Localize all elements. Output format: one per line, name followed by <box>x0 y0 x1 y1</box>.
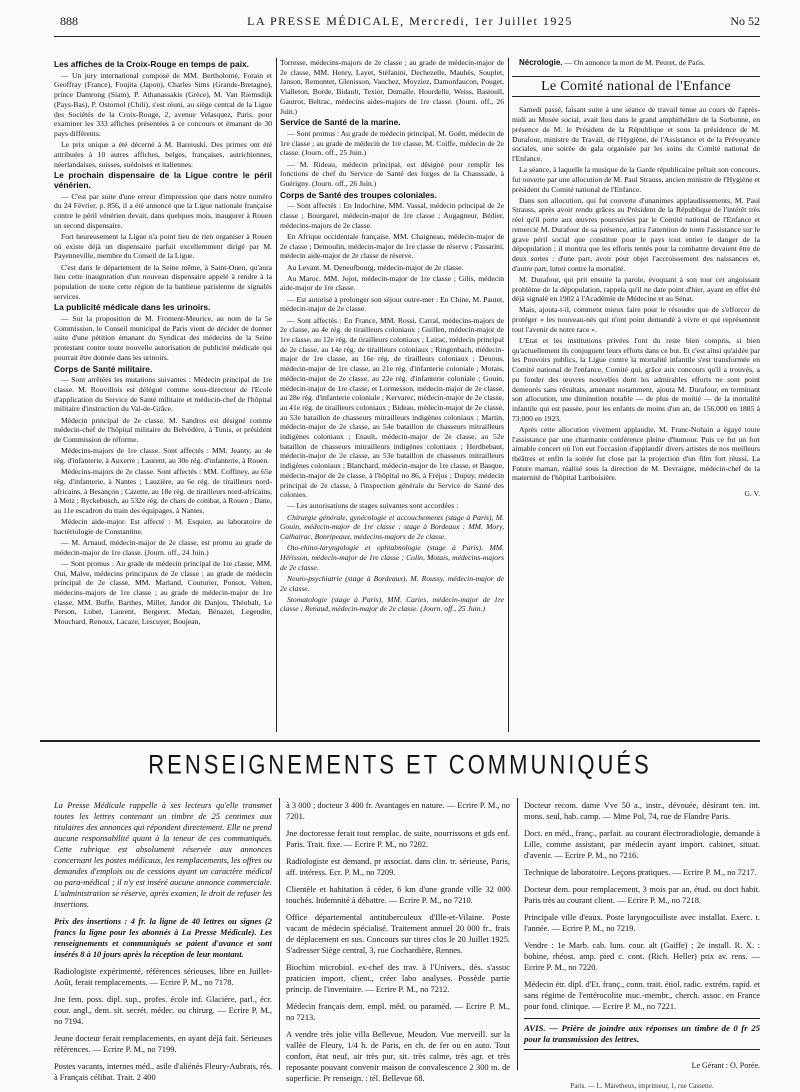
paragraph: — Sont affectés : En Indochine, MM. Vassal, médecin principal de 2e classe ; Bourgarel, médecin-major de 1re classe ; Augagneur, Bédier, médecins-majors de 2e classe. <box>280 201 504 230</box>
necrology-label: Nécrologie. <box>519 58 563 67</box>
classified-ad: Jeune docteur ferait remplacements, en ayant déjà fait. Sérieuses références. — Ecrire P. M., no 7199. <box>54 1034 272 1054</box>
paragraph: — Sont arrêtées les mutations suivantes : Médecin principal de 1re classe. M. Rouvillois est délégué comme sous-directeur de l'Ecole d'application du Service de Santé militaire et médecin-chef de l'hôpital militaire d'instruction du Val-de-Grâce. <box>54 375 272 414</box>
section-heading: Corps de Santé des troupes coloniales. <box>280 189 437 200</box>
paragraph: En Afrique occidentale française. MM. Chaigneau, médecin-major de 2e classe ; Demoulin, médecin-major de 1re classe de réserve ; Passarini, médecin aide-major de 2e classe de réserve. <box>280 231 504 261</box>
section-rule-top <box>40 740 760 742</box>
journal-header-title: LA PRESSE MÉDICALE, Mercredi, 1er Juillet 1925 <box>247 14 573 28</box>
paragraph: Le prix unique a été décerné à M. Bareiuski. Des primes ont été attribuées à 10 autres affiches, belges, françaises, autrichiennes, néerlandaises, suisses, suédoises et italiennes. <box>54 140 272 169</box>
classified-ad: Jne fem. poss. dipl. sup., profes. école inf. Glacière, parl., écr. cour. angl., dem. sit. secrét. médec. ou chirurg. — Ecrire P. M., no 7194. <box>54 995 272 1026</box>
paragraph: — Sont promus : Au grade de médecin principal de 1re classe, MM. Oui, Malve, médecins principaux de 2e classe ; au grade de médecin principal de 2e classe, MM. Marland, Couturier, Ponsot, Velten, médecins-majors de 1re classe ; au grade de médecin-major de 1re classe, MM. Buffe, Barthes, Millet, Jandot dit Danjou, Théobalt, Le Person, Lubet, Laurent, Bergeret, Medan, Bénazet, Legendre, Mouchard, Renoux, Lacaze, Lescuyer, Boujean, <box>54 558 272 627</box>
paragraph: — C'est par suite d'une erreur d'impression que dans notre numéro du 24 Février, p. 856, il a été annoncé que la Ligue nationale française contre le péril vénérien devait, dans quelques mois, inaugurer à Rouen un second dispensaire. <box>54 191 272 230</box>
classified-ad: Doct. en méd., franç., parfait. au courant électroradiologie, demande à Lille, comme assistant, par médecin ayant import. cabinet, situat. d'avenir. — Ecrire P. M., no 7216. <box>524 829 760 860</box>
classifieds-column-1 <box>54 800 272 1082</box>
paragraph: — Est autorisé à prolonger son séjour outre-mer : En Chine, M. Pautet, médecin-major de 2e classe. <box>280 294 504 314</box>
paragraph: M. Durafour, qui prit ensuite la parole, évoquant à son tour cet angoissant problème de la dépopulation, rappela qu'il ne date point d'hier, ayant en effet été déjà signalé en 1902 à l'Académie de Médecine et au Sénat. <box>512 274 760 304</box>
paragraph: Oto-rhino-laryngologie et ophtalmologie (stage à Paris), MM. Hérisson, médecin-major de 1re classe ; Colin, Motais, médecins-majors de 2e classe. <box>280 543 504 572</box>
classifieds-intro: La Presse Médicale rappelle à ses lecteurs qu'elle transmet toutes les lettres contenant un timbre de 25 centimes aux titulaires des annonces qui répondent directement. Elle ne prend aucune responsabilité quant à la teneur de ces communiqués. Cette rubrique est absolument réservée aux annonces concernant les postes médicaux, les remplacements, les offres ou demandes d'emplois ou de cessions ayant un caractère médical ou para-médical ; il n'y est inséré aucune annonce commerciale. L'administration se réserve, après examen, le droit de refuser les insertions. <box>54 801 272 909</box>
section-title: RENSEIGNEMENTS ET COMMUNIQUÉS <box>148 749 652 780</box>
column-divider-1 <box>276 58 277 732</box>
paragraph: — M. Rideau, médecin principal, est désigné pour remplir les fonctions de chef du Service de Santé des forges de la Chaussade, à Guérigny. (Journ. off., 26 Juin.) <box>280 159 504 188</box>
classified-ad: Radiologiste expérimenté, références sérieuses, libre en Juillet-Août, ferait remplacements. — Ecrire P. M., no 7178. <box>54 967 272 987</box>
classified-ad: Clientèle et habitation à céder, 6 km d'une grande ville 32 000 touchés. Indemnité à débattre. — Ecrire P. M., no 7210. <box>286 885 510 905</box>
classified-ad: Jne doctoresse ferait tout remplac. de suite, nourrissons et gds enf. Paris. Trait. fixe. — Ecrire P. M., no 7202. <box>286 829 510 849</box>
notice-box: AVIS. — Prière de joindre aux réponses un timbre de 0 fr 25 pour la transmission des lettres. <box>524 1018 760 1050</box>
section-heading: La publicité médicale dans les urinoirs. <box>54 302 211 313</box>
classified-ad: A vendre très jolie villa Bellevue, Meudon. Vue merveill. sur la vallée de Fleury, 1/4 h. de Paris, en ch. de fer ou en auto. Tout confort, état neuf, air très pur, sit. très calme, très agr. et très reposante pouvant convenir maison de convalescence 2 300 m. de superficie. Pr renseign. : tél. Bellevue 68. <box>286 1030 510 1083</box>
column-divider-3 <box>279 798 280 1070</box>
page-number: 888 <box>60 14 78 28</box>
paragraph: Mais, ajouta-t-il, comment mieux faire pour le résoudre que de s'efforcer de protéger « les nouveau-nés qui n'ont point demandé à vivre et qui représentent tout l'avenir de notre race ». <box>512 305 760 334</box>
necrology-note <box>512 58 760 68</box>
news-column-2 <box>280 58 504 732</box>
paragraph: — Un jury international composé de MM. Bertholomé, Forain et Geoffray (France), Foujita (Japon), Charles Sims (Grande-Bretagne), prince Damrong (Siam), P. Athanassakis (Grèce), M. Van Riemsdijk (Pays-Bas), P. Ostornol (Chili), s'est réuni, au siège central de la Ligue des Sociétés de la Croix-Rouge, 2, avenue Velasquez, Paris, pour examiner les 333 affiches présentées à ce concours et émanant de 30 pays différents. <box>54 70 272 138</box>
classified-ad: Biochim microbiol. ex-chef des trav. à l'Univers., dés. s'assoc praticien import. client., créer labo analyses. Possède partie princip. de l'inventaire. — Ecrire P. M., no 7212. <box>286 963 510 994</box>
paragraph: L'Etat et les institutions privées l'ont du reste bien compris, si bien qu'actuellement ils conjuguent leurs efforts dans ce but. Et c'est ainsi qu'aidée par les Pouvoirs publics, la Ligue contre la mortalité infantile s'est transformée en Comité national de l'enfance, Comité qui, grâce aux concours qu'il a trouvés, a pu fonder des œuvres nouvelles dont les admirables efforts ne sont point demeurés sans résultats, amenant notamment, ajouta M. Durafour, en terminant son allocution, une diminution notable — de plus de moitié — de la mortalité infantile qui est passée, pour les enfants de moins d'un an, de 156.000 en 1885 à 73.000 en 1923. <box>512 336 760 423</box>
news-column-1 <box>54 58 272 732</box>
paragraph: Stomatologie (stage à Paris), MM. Caries, médecin-major de 1re classe ; Renaud, médecin-major de 2e classe. (Journ. off., 25 Juin.) <box>280 594 504 614</box>
paragraph: — Sont promus : Au grade de médecin principal, M. Goëtt, médecin de 1re classe ; au grade de médecin de 1re classe, M. Coiffe, médecin de 2e classe. (Journ. off., 25 Juin.) <box>280 128 505 158</box>
classified-ad: Docteur dem. pour remplacement, 3 mois par an, étud. ou doct habit. Paris très au courant client. — Ecrire P. M., no 7218. <box>524 885 760 905</box>
header-rule <box>54 36 760 37</box>
paragraph: — Sont affectés : En France, MM. Rossi, Carral, médecins-majors de 2e classe, au 4e rég. de tirailleurs coloniaux ; Guillen, médecin-major de 1re classe, au 12e rég. de tirailleurs coloniaux ; Lairac, médecin principal de 2e classe, au 14e rég. de tirailleurs coloniaux ; Ringenbach, médecin-major de 1re classe, au 16e rég. de tirailleurs coloniaux ; Deuous, médecin-major de 1re classe, au 21e rég. d'infanterie coloniale ; Motais, médecin-major de 2e classe, au 22e rég. d'infanterie coloniale ; Gouin, médecin-major de 1re classe, et Lormesson, médecin-major de 2e classe, au 28e rég. d'infanterie coloniale ; Kervarec, médecin-major de 2e classe, au 41e rég. de tirailleurs coloniaux ; Bideau, médecin-major de 2e classe, au 53e bataillon de chasseurs mitrailleurs indigènes coloniaux ; Martin, médecin-major de 2e classe, au 54e bataillon de chasseurs mitrailleurs indigènes coloniaux ; Enault, médecin-major de 2e classe, au 52e bataillon de chasseurs mitrailleurs indigènes coloniaux ; Herdhebaut, médecin-major de 2e classe, au 53e bataillon de chasseurs mitrailleurs indigènes coloniaux ; Blanchard, médecin-major de 1re classe, et Basque, médecin-major de 2e classe, à l'hôpital no 86, à Fréjus ; Dupuy, médecin principal de 2e classe, à l'inspection générale du Service de Santé des colonies. <box>280 315 504 500</box>
paragraph: Après cette allocution vivement applaudie, M. Franc-Nohain a égayé toute l'assistance par une charmante conférence pleine d'humour. Puis ce fut un fort aimable concert où l'on eut l'occasion d'applaudir divers artistes de nos meilleurs théâtres et enfin la soirée fut close par la projection d'un film fort réussi, La Future maman, réalisé sous la direction de M. Devraigne, médecin-chef de la maternité de l'hôpital Lariboisière. <box>512 424 760 483</box>
paragraph: — M. Arnaud, médecin-major de 2e classe, est promu au grade de médecin-major de 1re classe. (Journ. off., 24 Juin.) <box>54 538 272 557</box>
classified-ad: Radiologiste est demand. pr associat. dans clin. tr. sérieuse, Paris, aff. intéress. Ecr. P. M., no 7209. <box>286 857 510 877</box>
paragraph: Au Maroc. MM. Jojot, médecin-major de 1re classe ; Gilis, médecin aide-major de 1re classe. <box>280 273 504 293</box>
classified-ad: à 3 000 ; docteur 3 400 fr. Avantages en nature. — Ecrire P. M., no 7201. <box>286 801 510 821</box>
section-heading: Le prochain dispensaire de la Ligue contre le péril vénérien. <box>54 170 272 190</box>
paragraph: Médecin aide-major. Est affecté : M. Esquier, au laboratoire de bactériologie de Constantine. <box>54 517 272 536</box>
classified-ad: Médecin français dem. empl. méd. ou paraméd. — Ecrire P. M., no 7213. <box>286 1002 510 1022</box>
paragraph: Médecins-majors de 2e classe. Sont affectés : MM. Coffiney, au 65e rég. d'infanterie, à Nantes ; Lauzière, au 6e rég. de tirailleurs nord-africains, à Besançon ; Cazette, au 18e rég. de tirailleurs nord-africains, à Metz ; Ryckebusch, au 532e rég. de chars de combat, à Rouen ; Dane, au 11e escadron du train des équipages, à Nantes. <box>54 467 272 515</box>
classified-ad: Médecin étr. dipl. d'Et. franç., conn. trait. étiol. radic. extrém. rapid. et sans régime de l'entérocolite muc.-membr., cherch. assoc. en France pour fond. clinique. — Ecrire P. M., no 7221. <box>524 980 760 1011</box>
paragraph: — Sur la proposition de M. Froment-Meurice, au nom de la 5e Commission, le Conseil municipal de Paris vient de décider de donner suite d'une pétition émanant du Syndicat des médecins de la Seine protestant contre toute nouvelle autorisation de publicité médicale qui pourrait être donnée dans les urinoirs. <box>54 314 272 362</box>
issue-number: No 52 <box>730 14 760 28</box>
classifieds-pricing: Prix des insertions : 4 fr. la ligne de 40 lettres ou signes (2 francs la ligne pour les abonnés à La Presse Médicale). Les renseignements et communiqués se paient d'avance et sont insérés 8 à 10 jours après la réception de leur montant. <box>54 917 272 959</box>
classified-ad: Postes vacants, internes méd., asile d'aliénés Fleury-Aubrais, rés. à Français célibat. Trait. 2 400 <box>54 1062 272 1082</box>
paragraph: — Les autorisations de stages suivantes sont accordées : <box>287 501 459 511</box>
paragraph: Dans son allocution, qui fut couverte d'unanimes applaudissements, M. Paul Strauss, après avoir rendu grâces au Président de la République de l'intérêt très réel qu'il porte aux œuvres poursuivies par le Comité national de l'Enfance et remercié M. Durafour de sa présence, attira l'attention de toute l'assistance sur le grave péril social que constitue pour le pays tout entier le danger de la dépopulation ; il montra que les efforts tentés pour la combattre devaient être de deux sortes : d'une part, avoir pour objet l'accroissement des naissances et, d'autre part, lutter contre la mortalité. <box>512 195 760 273</box>
paragraph: C'est dans le département de la Seine même, à Saint-Ouen, qu'aura lieu cette inauguration d'un nouveau dispensaire appelé à rendre à la population de toute cette région de la banlieue parisienne de signalés services. <box>54 262 272 301</box>
printer-line: Paris. — L. Maretheux, imprimeur, 1, rue Cassette. <box>570 1082 714 1090</box>
classifieds-column-3 <box>524 800 760 1090</box>
column-divider-2 <box>508 58 509 732</box>
classifieds-column-2 <box>286 800 510 1083</box>
column-divider-4 <box>517 798 518 1070</box>
paragraph: La séance, à laquelle la musique de la Garde républicaine prêtait son concours, fut ouverte par une allocution de M. Paul Strauss, ancien ministre de l'Hygiène et président du Comité national de l'Enfance. <box>512 165 760 194</box>
classified-ad: Principale ville d'eaux. Poste laryngocuiliste avec installat. Exerc. t. l'année. — Ecrire P. M., no 7219. <box>524 913 760 933</box>
paragraph: Médecin principal de 2e classe. M. Sandros est désigné comme médecin-chef de l'hôpital militaire du Belvédère, à Tunis, et président de Commission de réforme. <box>54 415 272 445</box>
paragraph: Fort heureusement la Ligue n'a point lieu de rien organiser à Rouen où existe déjà un dispensaire parfait excellemment dirigé par M. Payenneville, membre du Conseil de la Ligue. <box>54 231 272 261</box>
section-heading: Service de Santé de la marine. <box>280 117 401 128</box>
article-title: Le Comité national de l'Enfance <box>512 76 760 98</box>
classified-ad: Office départemental antituberculeux d'Ille-et-Vilaine. Poste vacant de médecin spécialisé. Traitement annuel 20 000 fr., frais de déplacement en sus. Concours sur titres clos le 20 Juillet 1925. S'adresser Siège central, 3, rue Cochardière, Rennes. <box>286 913 510 955</box>
manager-line: Le Gérant : O. Porée. <box>691 1061 760 1070</box>
paragraph: Neuro-psychiatrie (stage à Bordeaux), M. Roussy, médecin-major de 2e classe. <box>280 573 504 593</box>
paragraph: Médecins-majors de 1re classe. Sont affectés : MM. Jeanty, au 4e rég. d'infanterie, à Auxerre ; Laurent, au 30e rég. d'infanterie, à Rouen. <box>54 446 272 465</box>
paragraph: Samedi passé, faisant suite à une séance de travail tenue au cours de l'après-midi au Musée social, avait lieu dans le grand amphithéâtre de la Sorbonne, en présence de M. le Président de la République et sous la présidence de M. Durafour, ministre du Travail, de l'Hygiène, de l'Assistance et de la Prévoyance sociales, une soirée de gala organisée par les soins du Comité national de l'Enfance. <box>512 105 760 163</box>
section-heading: Les affiches de la Croix-Rouge en temps de paix. <box>54 59 250 69</box>
necrology-text: — On annonce la mort de M. Peuret, de Paris. <box>564 58 705 67</box>
classified-ad: Docteur recom. dame Vve 50 a., instr., dévouée, désirant ten. int. mons. seul, hab. camp. — Mme Pol, 74, rue de Flandre Paris. <box>524 801 760 821</box>
paragraph: Chirurgie générale, gynécologie et accouchements (stage à Paris), M. Gouin, médecin-major de 1re classe ; stage à Bordeaux : MM. Mory, Calhairac, Bonripeaux, médecins-majors de 2e classe. <box>280 512 504 542</box>
paragraph: Torresse, médecins-majors de 2e classe ; au grade de médecin-major de 2e classe, MM. Henry, Layet, Stéfanini, Dechezelle, Mauhès, Souplet, Janson, Remontet, Glenisson, Vauchez, Moyziez, Damonfaucon, Pouget, Vialleton, Borde, Bidault, Texier, Dumalle, Hourdelle, Weiss, Bastoull, Gautrot, Beltrac, médecins aides-majors de 1re classe. (Journ. off., 26 Juin.) <box>280 58 504 116</box>
article-signature: G. V. <box>744 489 760 499</box>
classified-ad: Technique de laboratoire. Leçons pratiques. — Ecrire P. M., no 7217. <box>524 868 757 877</box>
paragraph: Au Levant. M. Deneufbourg, médecin-major de 2e classe. <box>287 262 464 272</box>
classified-ad: Vendre : 1e Marb. cab. lum. cour. alt (Gaiffe) ; 2e install. R. X. : bobine, rhéost. amp. pied c. cont. (Rich. Heller) prix av. rens. — Ecrire P. M., no 7220. <box>524 941 760 972</box>
running-header <box>60 14 760 32</box>
section-heading: Corps de Santé militaire. <box>54 363 153 374</box>
news-column-3 <box>512 58 760 732</box>
